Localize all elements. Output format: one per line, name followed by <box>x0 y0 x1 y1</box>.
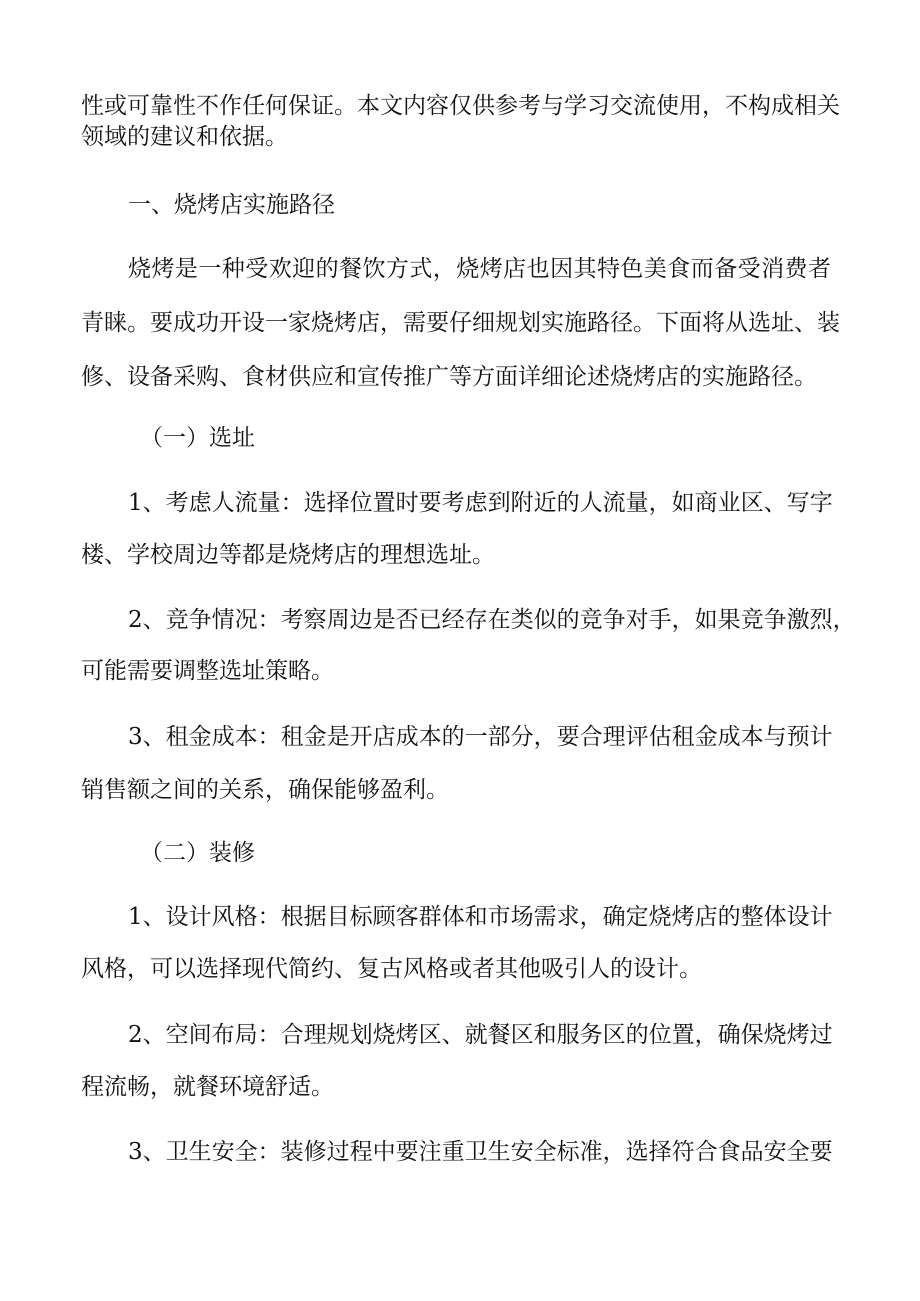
paragraph-line: 领域的建议和依据。 <box>81 124 288 150</box>
paragraph-line: 风格，可以选择现代简约、复古风格或者其他吸引人的设计。 <box>81 956 702 982</box>
paragraph-line: 1、设计风格：根据目标顾客群体和市场需求，确定烧烤店的整体设计 <box>128 904 833 930</box>
paragraph-line: 可能需要调整选址策略。 <box>81 658 334 684</box>
paragraph-line: 性或可靠性不作任何保证。本文内容仅供参考与学习交流使用，不构成相关 <box>81 93 840 119</box>
paragraph-line: 楼、学校周边等都是烧烤店的理想选址。 <box>81 542 495 568</box>
paragraph-line: 烧烤是一种受欢迎的餐饮方式，烧烤店也因其特色美食而备受消费者 <box>128 256 831 282</box>
paragraph-line: 修、设备采购、食材供应和宣传推广等方面详细论述烧烤店的实施路径。 <box>81 364 817 390</box>
paragraph-line: 3、卫生安全：装修过程中要注重卫生安全标准，选择符合食品安全要 <box>128 1139 833 1165</box>
paragraph-line: 销售额之间的关系，确保能够盈利。 <box>81 777 449 803</box>
paragraph-line: 程流畅，就餐环境舒适。 <box>81 1074 334 1100</box>
paragraph-line: 青睐。要成功开设一家烧烤店，需要仔细规划实施路径。下面将从选址、装 <box>81 310 840 336</box>
paragraph-line: 1、考虑人流量：选择位置时要考虑到附近的人流量，如商业区、写字 <box>128 490 833 516</box>
paragraph-line: 3、租金成本：租金是开店成本的一部分，要合理评估租金成本与预计 <box>128 724 833 750</box>
subsection-heading: （一）选址 <box>140 425 255 451</box>
paragraph-line: 2、竞争情况：考察周边是否已经存在类似的竞争对手，如果竞争激烈， <box>128 607 856 633</box>
section-heading: 一、烧烤店实施路径 <box>128 192 335 218</box>
subsection-heading: （二）装修 <box>140 840 255 866</box>
paragraph-line: 2、空间布局：合理规划烧烤区、就餐区和服务区的位置，确保烧烤过 <box>128 1022 833 1048</box>
